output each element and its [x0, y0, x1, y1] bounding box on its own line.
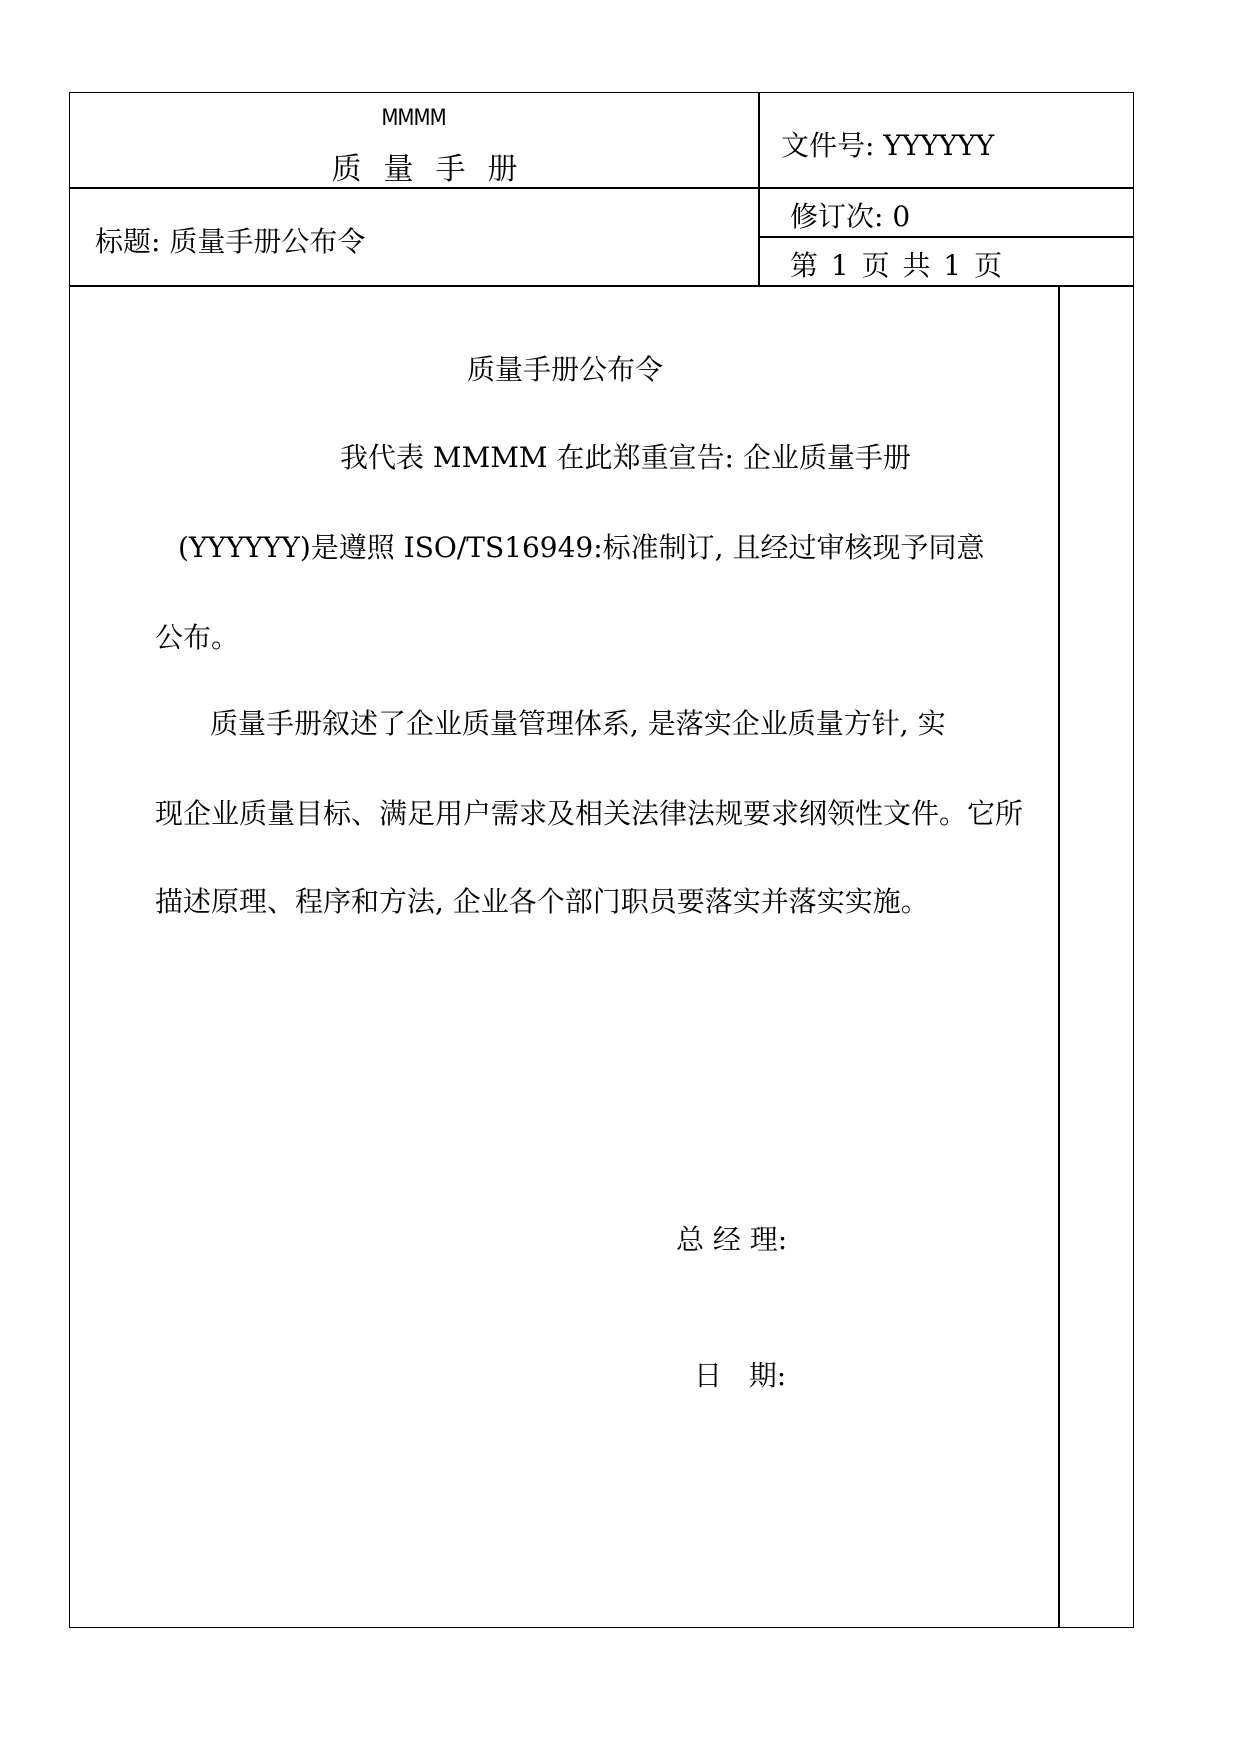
header-divider-1 — [69, 187, 1134, 189]
body-line-2: (YYYYYY)是遵照 ISO/TS16949:标准制订, 且经过审核现予同意 — [178, 531, 985, 564]
revision-number: 修订次: 0 — [790, 200, 911, 233]
document-title: 标题: 质量手册公布令 — [95, 225, 366, 258]
manual-title: 质量手册 — [331, 152, 540, 187]
company-name: MMMM — [381, 106, 446, 131]
body-line-4: 质量手册叙述了企业质量管理体系, 是落实企业质量方针, 实 — [210, 707, 946, 740]
date-label: 日 期: — [694, 1359, 787, 1392]
body-line-6: 描述原理、程序和方法, 企业各个部门职员要落实并落实实施。 — [155, 885, 929, 918]
body-line-3: 公布。 — [155, 621, 240, 654]
header-column-divider — [758, 92, 760, 286]
header-divider-3 — [758, 236, 1134, 238]
body-heading: 质量手册公布令 — [466, 353, 663, 386]
document-number: 文件号: YYYYYY — [781, 129, 995, 162]
page-info: 第 1 页 共 1 页 — [790, 249, 1003, 282]
body-line-5: 现企业质量目标、满足用户需求及相关法律法规要求纲领性文件。它所 — [155, 797, 1024, 830]
body-margin-line — [1058, 285, 1060, 1628]
document-frame — [69, 92, 1134, 1628]
body-line-1: 我代表 MMMM 在此郑重宣告: 企业质量手册 — [340, 441, 911, 474]
header-divider-2 — [69, 285, 1134, 287]
manager-label: 总 经 理: — [676, 1223, 788, 1256]
